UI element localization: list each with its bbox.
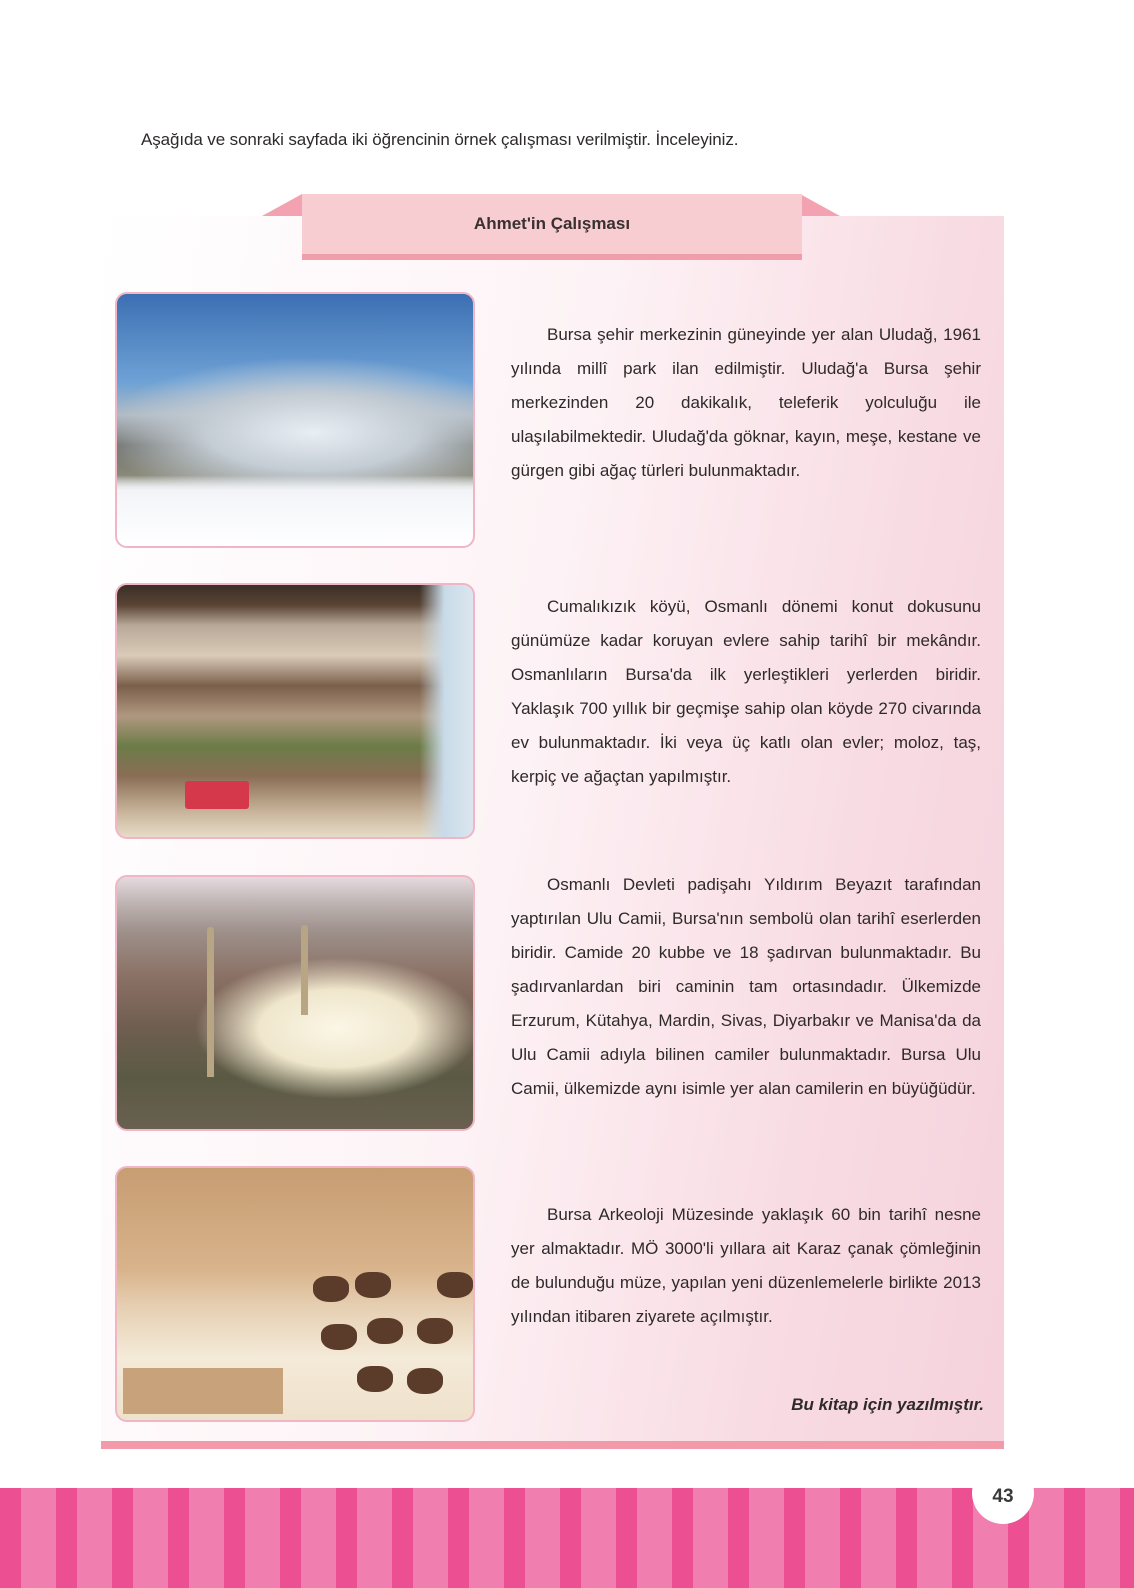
- minaret-left: [207, 927, 214, 1077]
- pottery-item: [321, 1324, 357, 1350]
- pottery-item: [355, 1272, 391, 1298]
- page-number: 43: [992, 1486, 1014, 1507]
- panel-bottom-rule: [101, 1441, 1004, 1449]
- paragraph-arkeoloji-muzesi: Bursa Arkeoloji Müzesinde yaklaşık 60 bin tarihî nesne yer almaktadır. MÖ 3000'li yıllara ait Karaz çanak çömleğinin de bulunduğu müze, yapılan yeni düzenlemelerle birlikte 2013 yılından itibaren ziyarete açılmıştır.: [511, 1205, 981, 1326]
- intro-instruction: Aşağıda ve sonraki sayfada iki öğrencinin örnek çalışması verilmiştir. İnceleyiniz.: [141, 130, 739, 149]
- striped-footer: [0, 1488, 1134, 1588]
- paragraph-uludag: Bursa şehir merkezinin güneyinde yer alan Uludağ, 1961 yılında millî park ilan edilmiştir. Uludağ'a Bursa şehir merkezinden 20 dakikalık, teleferik yolculuğu ile ulaşılabilmektedir. Uludağ'da göknar, kayın, meşe, kestane ve gürgen gibi ağaç türleri bulunmaktadır.: [511, 325, 981, 480]
- ulu-camii-photo: [115, 875, 475, 1131]
- pottery-item: [357, 1366, 393, 1392]
- archaeology-museum-photo: [115, 1166, 475, 1422]
- pottery-item: [407, 1368, 443, 1394]
- paragraph-cumalikizik: Cumalıkızık köyü, Osmanlı dönemi konut dokusunu günümüze kadar koruyan evlere sahip tarihî bir mekândır. Osmanlıların Bursa'da ilk yerleştikleri yerlerden biridir. Yaklaşık 700 yıllık bir geçmişe sahip olan köyde 270 civarında ev bulunmaktadır. İki veya üç katlı olan evler; moloz, taş, kerpiç ve ağaçtan yapılmıştır.: [511, 597, 981, 786]
- ribbon-fold-right: [800, 194, 840, 216]
- red-bench: [185, 781, 249, 809]
- source-note: Bu kitap için yazılmıştır.: [791, 1395, 984, 1414]
- section-title: Ahmet'in Çalışması: [473, 214, 631, 233]
- paragraph-ulu-camii: Osmanlı Devleti padişahı Yıldırım Beyazıt tarafından yaptırılan Ulu Camii, Bursa'nın sembolü olan tarihî eserlerden biridir. Camide 20 kubbe ve 18 şadırvan bulunmaktadır. Bu şadırvanlardan biri caminin tam ortasındadır. Ülkemizde Erzurum, Kütahya, Mardin, Sivas, Diyarbakır ve Manisa'da da Ulu Camii adıyla bilinen camiler bulunmaktadır. Bursa Ulu Camii, ülkemizde aynı isimle yer alan camilerin en büyüğüdür.: [511, 875, 981, 1098]
- ribbon-fold-left: [262, 194, 302, 216]
- pottery-item: [313, 1276, 349, 1302]
- uludag-photo: [115, 292, 475, 548]
- minaret-right: [301, 925, 308, 1015]
- pottery-item: [437, 1272, 473, 1298]
- display-plinth: [123, 1368, 283, 1414]
- pottery-item: [417, 1318, 453, 1344]
- section-header-ribbon: [302, 194, 802, 260]
- pottery-item: [367, 1318, 403, 1344]
- cumalikizik-photo: [115, 583, 475, 839]
- page-number-badge: [972, 1462, 1034, 1524]
